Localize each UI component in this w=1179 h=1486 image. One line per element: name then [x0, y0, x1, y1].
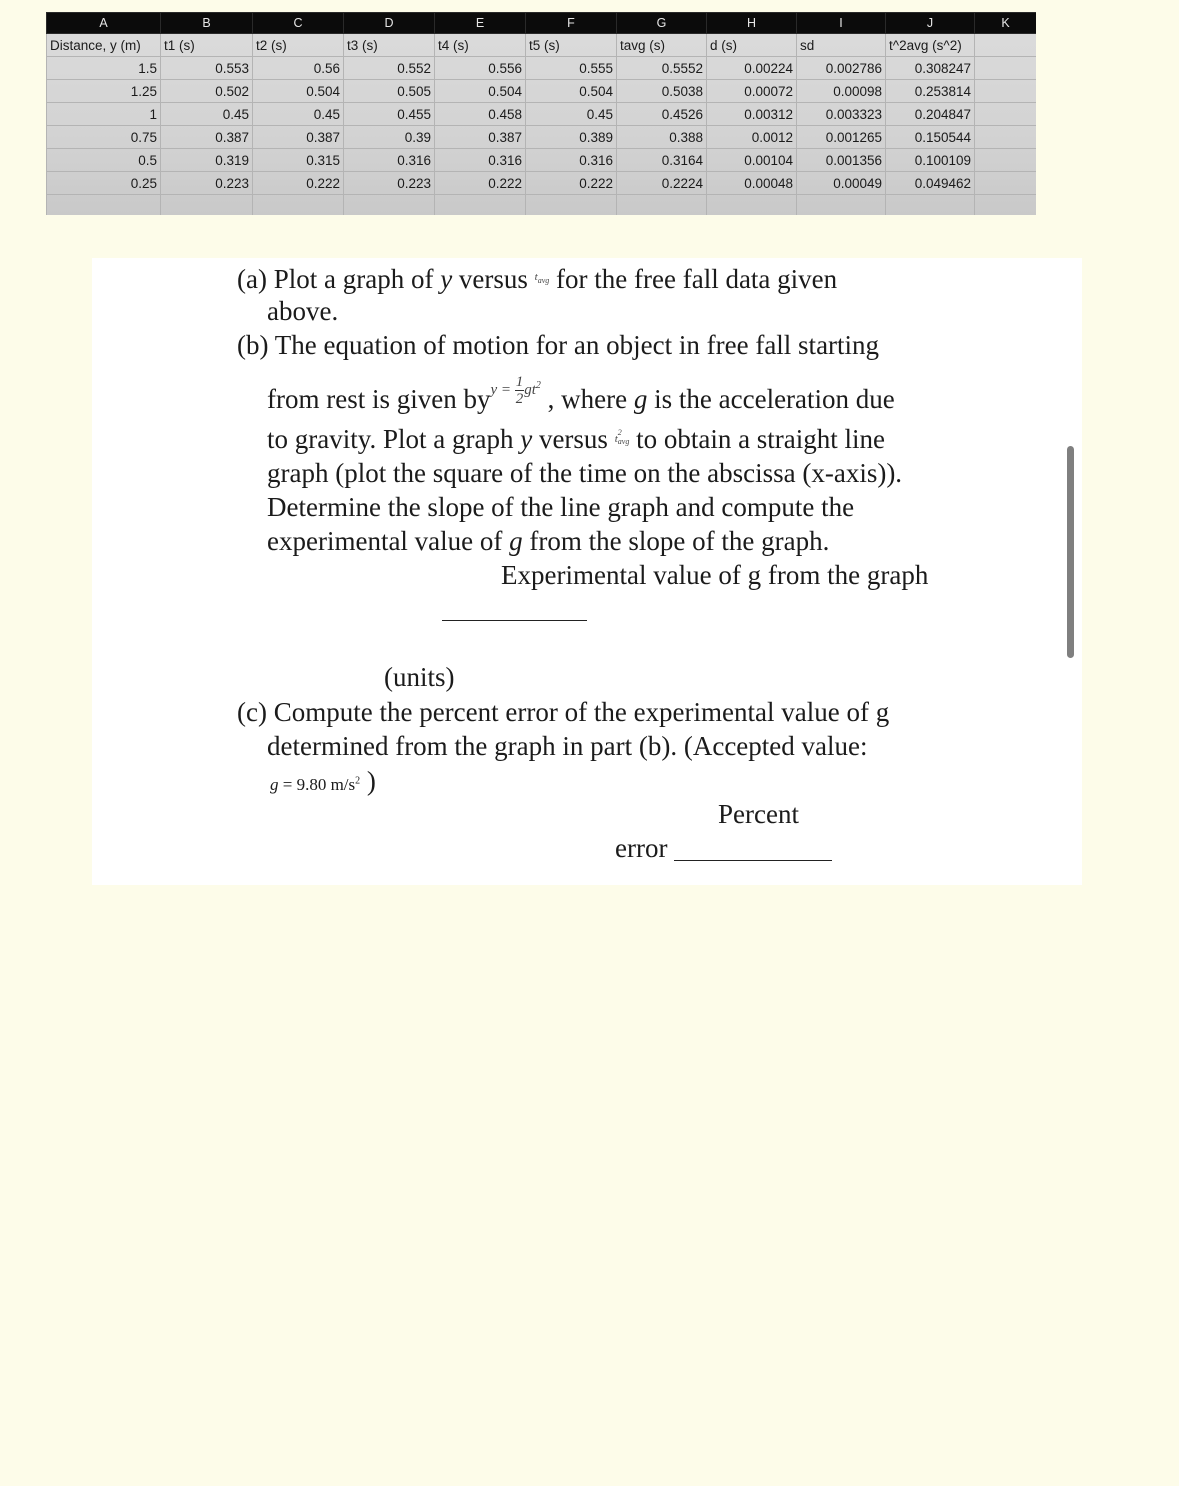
table-cell[interactable]: 0.387	[161, 126, 253, 149]
var-y: y	[440, 264, 453, 294]
table-cell[interactable]: 0.001356	[797, 149, 886, 172]
table-cell[interactable]: 0.002786	[797, 57, 886, 80]
table-cell[interactable]: 0.00224	[707, 57, 797, 80]
empty-cell[interactable]	[253, 195, 344, 216]
vertical-scrollbar[interactable]	[1067, 446, 1074, 658]
accepted-value	[270, 764, 376, 802]
table-cell[interactable]: 0.222	[435, 172, 526, 195]
header-cell[interactable]	[975, 34, 1037, 57]
column-letter[interactable]: H	[707, 13, 797, 34]
empty-cell[interactable]	[886, 195, 975, 216]
table-cell[interactable]: 0.504	[253, 80, 344, 103]
table-row	[47, 172, 1037, 195]
header-cell[interactable]: t3 (s)	[344, 34, 435, 57]
table-cell[interactable]: 0.204847	[886, 103, 975, 126]
column-letter[interactable]: E	[435, 13, 526, 34]
table-cell[interactable]: 0.556	[435, 57, 526, 80]
table-cell[interactable]: 0.319	[161, 149, 253, 172]
accepted-value-var: g	[270, 775, 279, 794]
header-cell[interactable]: t1 (s)	[161, 34, 253, 57]
part-b-line-5: Determine the slope of the line graph and compute the	[267, 492, 855, 522]
table-cell[interactable]: 0.316	[344, 149, 435, 172]
var-g: g	[633, 384, 648, 414]
table-cell[interactable]: 1	[47, 103, 161, 126]
table-cell[interactable]: 0.00049	[797, 172, 886, 195]
table-cell[interactable]	[975, 172, 1037, 195]
experimental-value-answer-line[interactable]	[442, 620, 587, 621]
part-a-text: (a) Plot a graph of	[237, 264, 441, 294]
part-a-text: for the free fall data given	[549, 264, 838, 294]
table-cell[interactable]	[975, 57, 1037, 80]
table-cell[interactable]: 0.553	[161, 57, 253, 80]
table-cell[interactable]	[975, 103, 1037, 126]
empty-cell[interactable]	[526, 195, 617, 216]
table-cell[interactable]: 0.389	[526, 126, 617, 149]
table-cell[interactable]: 0.001265	[797, 126, 886, 149]
part-b-text: experimental value of	[267, 526, 510, 556]
eq-sup: 2	[535, 380, 541, 391]
table-cell[interactable]: 0.502	[161, 80, 253, 103]
header-cell[interactable]: t^2avg (s^2)	[886, 34, 975, 57]
table-cell[interactable]: 0.458	[435, 103, 526, 126]
blank-row	[47, 195, 1037, 216]
table-cell[interactable]: 0.5038	[617, 80, 707, 103]
table-cell[interactable]: 0.39	[344, 126, 435, 149]
header-row	[47, 34, 1037, 57]
column-letter-row	[47, 13, 1037, 34]
eq-fraction	[515, 374, 525, 407]
table-cell[interactable]: 0.504	[526, 80, 617, 103]
table-cell[interactable]: 0.25	[47, 172, 161, 195]
spreadsheet-photo	[46, 12, 1036, 215]
tavg-sub: avg	[537, 276, 550, 286]
empty-cell[interactable]	[47, 195, 161, 216]
table-cell[interactable]: 0.45	[526, 103, 617, 126]
eq-rhs: gt	[524, 382, 536, 398]
part-b-text: from the slope of the graph.	[522, 526, 830, 556]
table-cell[interactable]: 0.3164	[617, 149, 707, 172]
part-b-text: to gravity. Plot a graph	[267, 424, 521, 454]
table-cell[interactable]: 0.00048	[707, 172, 797, 195]
table-cell[interactable]: 0.150544	[886, 126, 975, 149]
table-cell[interactable]: 0.316	[526, 149, 617, 172]
t2-t: t	[614, 433, 618, 445]
var-g: g	[509, 526, 523, 556]
question-card	[92, 258, 1082, 885]
table-cell[interactable]: 0.387	[253, 126, 344, 149]
equation-of-motion	[490, 374, 541, 408]
table-cell[interactable]: 0.00072	[707, 80, 797, 103]
t2-sub: avg	[617, 437, 630, 446]
column-letter[interactable]: C	[253, 13, 344, 34]
eq-lhs: y =	[490, 382, 515, 398]
table-cell[interactable]: 0.223	[161, 172, 253, 195]
table-cell[interactable]: 0.0012	[707, 126, 797, 149]
table-cell[interactable]: 0.387	[435, 126, 526, 149]
header-cell[interactable]: Distance, y (m)	[47, 34, 161, 57]
table-cell[interactable]: 0.552	[344, 57, 435, 80]
t2-sup: 2	[617, 428, 622, 437]
table-cell[interactable]: 0.315	[253, 149, 344, 172]
table-cell[interactable]	[975, 149, 1037, 172]
table-cell[interactable]: 0.223	[344, 172, 435, 195]
accepted-value-sup: 2	[355, 775, 361, 787]
accepted-value-close: )	[360, 766, 376, 796]
table-body	[47, 57, 1037, 195]
table-cell[interactable]: 0.75	[47, 126, 161, 149]
table-cell[interactable]	[975, 126, 1037, 149]
header-cell[interactable]: t5 (s)	[526, 34, 617, 57]
column-letter[interactable]: J	[886, 13, 975, 34]
empty-cell[interactable]	[797, 195, 886, 216]
eq-num: 1	[515, 374, 524, 391]
table-cell[interactable]: 1.25	[47, 80, 161, 103]
table-cell[interactable]: 0.56	[253, 57, 344, 80]
table-cell[interactable]: 0.45	[161, 103, 253, 126]
table-cell[interactable]: 0.316	[435, 149, 526, 172]
part-a-text: versus	[452, 264, 535, 294]
empty-cell[interactable]	[161, 195, 253, 216]
eq-den: 2	[515, 391, 524, 408]
column-letter[interactable]: B	[161, 13, 253, 34]
part-b-text: , where	[540, 384, 634, 414]
table-cell[interactable]	[975, 80, 1037, 103]
empty-cell[interactable]	[707, 195, 797, 216]
part-a-line-2: above.	[267, 296, 339, 326]
table-cell[interactable]: 0.455	[344, 103, 435, 126]
header-cell[interactable]: tavg (s)	[617, 34, 707, 57]
table-row	[47, 103, 1037, 126]
table-row	[47, 57, 1037, 80]
table-cell[interactable]: 0.222	[253, 172, 344, 195]
units-label: (units)	[384, 662, 455, 692]
table-cell[interactable]: 0.4526	[617, 103, 707, 126]
empty-cell[interactable]	[344, 195, 435, 216]
part-b-line-4: graph (plot the square of the time on the abscissa (x-axis)).	[267, 458, 903, 488]
table-cell[interactable]: 1.5	[47, 57, 161, 80]
table-row	[47, 80, 1037, 103]
header-cell[interactable]: d (s)	[707, 34, 797, 57]
column-letter[interactable]: G	[617, 13, 707, 34]
table-cell[interactable]: 0.2224	[617, 172, 707, 195]
table-row	[47, 126, 1037, 149]
part-b-line-6	[267, 524, 829, 558]
table-cell[interactable]: 0.388	[617, 126, 707, 149]
header-cell[interactable]: t4 (s)	[435, 34, 526, 57]
part-c-line-2: determined from the graph in part (b). (Accepted value:	[267, 731, 868, 761]
table-cell[interactable]: 0.504	[435, 80, 526, 103]
var-y: y	[520, 424, 533, 454]
part-b-text: to obtain a straight line	[629, 424, 886, 454]
table-cell[interactable]: 0.308247	[886, 57, 975, 80]
table-cell[interactable]: 0.00104	[707, 149, 797, 172]
tavg-symbol	[534, 271, 550, 286]
column-letter[interactable]: I	[797, 13, 886, 34]
header-cell[interactable]: t2 (s)	[253, 34, 344, 57]
table-cell[interactable]: 0.555	[526, 57, 617, 80]
part-b-line-2	[267, 374, 895, 421]
tavg-t: t	[534, 271, 538, 283]
column-letter[interactable]: D	[344, 13, 435, 34]
table-cell[interactable]: 0.505	[344, 80, 435, 103]
part-b-line-3	[267, 422, 885, 456]
table-cell[interactable]: 0.222	[526, 172, 617, 195]
percent-label: Percent	[718, 799, 799, 829]
percent-error-answer-line[interactable]	[674, 860, 832, 861]
table-cell[interactable]: 0.5552	[617, 57, 707, 80]
table-cell[interactable]: 0.100109	[886, 149, 975, 172]
table-cell[interactable]: 0.45	[253, 103, 344, 126]
table-cell[interactable]: 0.5	[47, 149, 161, 172]
part-b-text: versus	[532, 424, 615, 454]
empty-cell[interactable]	[435, 195, 526, 216]
table-row	[47, 149, 1037, 172]
table-cell[interactable]: 0.00312	[707, 103, 797, 126]
error-label: error	[615, 833, 668, 863]
t-squared-avg-symbol	[614, 428, 630, 446]
experimental-value-label: Experimental value of g from the graph	[501, 560, 929, 590]
table-cell[interactable]: 0.253814	[886, 80, 975, 103]
header-cell[interactable]: sd	[797, 34, 886, 57]
part-b-line-1: (b) The equation of motion for an object in free fall starting	[237, 330, 880, 360]
column-letter[interactable]: A	[47, 13, 161, 34]
part-b-text: is the acceleration due	[647, 384, 895, 414]
column-letter[interactable]: F	[526, 13, 617, 34]
table-cell[interactable]: 0.003323	[797, 103, 886, 126]
empty-cell[interactable]	[617, 195, 707, 216]
part-c-line-1: (c) Compute the percent error of the experimental value of g	[237, 697, 890, 727]
part-b-text: from rest is given by	[267, 384, 491, 414]
table-cell[interactable]: 0.00098	[797, 80, 886, 103]
data-table	[46, 12, 1036, 215]
column-letter[interactable]: K	[975, 13, 1037, 34]
empty-cell[interactable]	[975, 195, 1037, 216]
table-cell[interactable]: 0.049462	[886, 172, 975, 195]
part-a-line-1	[237, 260, 837, 298]
accepted-value-text: = 9.80 m/s	[278, 775, 356, 794]
